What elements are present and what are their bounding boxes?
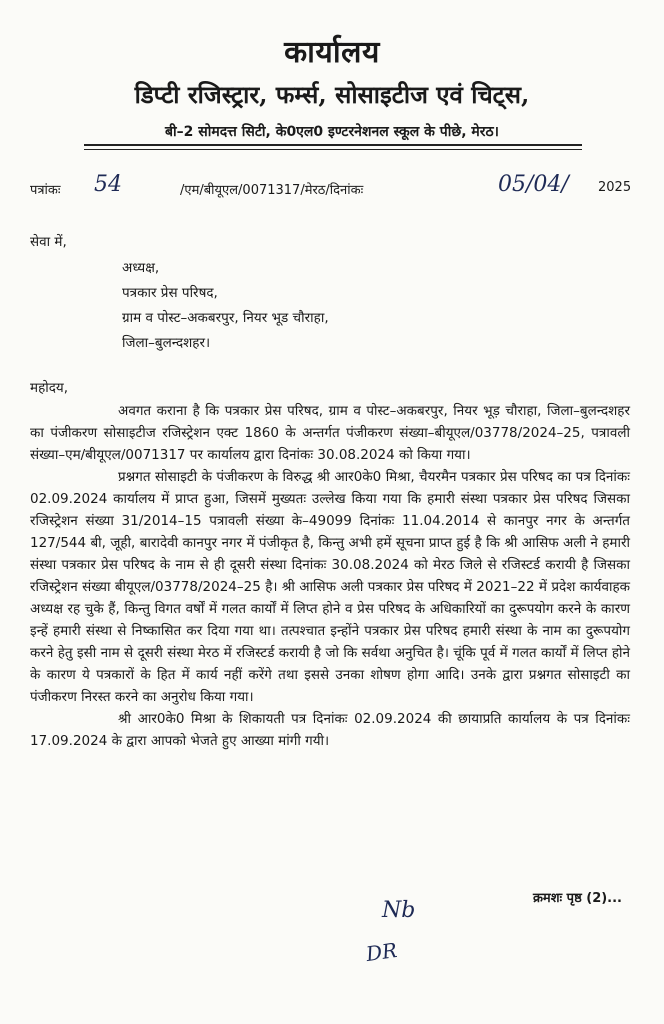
recipient-line: जिला–बुलन्दशहर। [122, 335, 211, 351]
office-subtitle: डिप्टी रजिस्ट्रार, फर्म्स, सोसाइटीज एवं चिट्स, [134, 80, 530, 109]
continuation-note: क्रमशः पृष्ठ (2)... [532, 891, 622, 906]
reference-code: /एम/बीयूएल/0071317/मेरठ/दिनांकः [180, 183, 364, 198]
greeting: महोदय, [30, 380, 69, 396]
header-divider-thin [84, 149, 582, 150]
header-divider [84, 144, 582, 146]
paragraph: अवगत कराना है कि पत्रकार प्रेस परिषद, ग्राम व पोस्ट–अकबरपुर, नियर भूड़ चौराहा, जिला–बुलन्दशहर का पंजीकरण सोसाइटीज रजिस्ट्रेशन एक्ट 1860 के अन्तर्गत पंजीकरण संख्या–बीयूएल/03778/2024–25, पत्रावली संख्या–एम/बीयूएल/0071317 पर कार्यालय द्वारा दिनांकः 30.08.2024 को किया गया। [30, 403, 630, 463]
office-address: बी–2 सोमदत्त सिटी, के0एल0 इण्टरनेशनल स्कूल के पीछे, मेरठ। [165, 124, 499, 140]
letter-body [30, 400, 630, 752]
recipient-line: पत्रकार प्रेस परिषद, [122, 285, 218, 301]
reference-year: 2025 [598, 180, 632, 195]
handwritten-initials: DR [364, 937, 399, 967]
salutation-to: सेवा में, [30, 234, 67, 250]
handwritten-initials: Nb [382, 898, 416, 923]
reference-number-handwritten: 54 [94, 172, 122, 197]
reference-line [30, 174, 640, 204]
recipient-line: ग्राम व पोस्ट–अकबरपुर, नियर भूड चौराहा, [122, 310, 329, 326]
office-title: कार्यालय [284, 35, 380, 70]
reference-label: पत्रांकः [30, 183, 61, 198]
paragraph: प्रश्नगत सोसाइटी के पंजीकरण के विरुद्ध श्री आर0के0 मिश्रा, चैयरमैन पत्रकार प्रेस परिषद का पत्र दिनांकः 02.09.2024 कार्यालय में प्राप्त हुआ, जिसमें मुख्यतः उल्लेख किया गया कि हमारी संस्था पत्रकार प्रेस परिषद जिसका रजिस्ट्रेशन संख्या 31/2014–15 पत्रावली संख्या के–49099 दिनांकः 11.04.2014 से कानपुर नगर के अन्तर्गत 127/544 बी, जूही, बारादेवी कानपुर नगर में पंजीकृत है, किन्तु अभी हमें सूचना प्राप्त हुई है कि श्री आसिफ अली ने हमारी संस्था पत्रकार प्रेस परिषद के नाम से ही दूसरी संस्था दिनांकः 30.08.2024 को मेरठ जिले से रजिस्टर्ड करायी है जिसका रजिस्ट्रेशन संख्या बीयूएल/03778/2024–25 है। श्री आसिफ अली पत्रकार प्रेस परिषद में 2021–22 में प्रदेश कार्यवाहक अध्यक्ष रह चुके हैं, किन्तु विगत वर्षों में गलत कार्यों में लिप्त होने व प्रेस परिषद के अधिकारियों का दुरूपयोग करने के कारण इन्हें हमारी संस्था से निष्कासित कर दिया गया था। तत्पश्चात इन्होंने पत्रकार प्रेस परिषद हमारी संस्था के नाम का दुरूपयोग करने हेतु इसी नाम से दूसरी संस्था मेरठ में रजिस्टर्ड करायी है जो कि सर्वथा अनुचित है। चूंकि पूर्व में गलत कार्यों में लिप्त होने के कारण ये पत्रकारों के हित में कार्य नहीं करेंगे तथा इससे उनका शोषण होगा आदि। उनके द्वारा प्रश्नगत सोसाइटी का पंजीकरण निरस्त करने का अनुरोध किया गया। [30, 469, 630, 705]
paragraph: श्री आर0के0 मिश्रा के शिकायती पत्र दिनांकः 02.09.2024 की छायाप्रति कार्यालय के पत्र दिनांकः 17.09.2024 के द्वारा आपको भेजते हुए आख्या मांगी गयी। [30, 711, 630, 749]
recipient-line: अध्यक्ष, [122, 260, 160, 276]
reference-date-handwritten: 05/04/ [498, 172, 569, 197]
